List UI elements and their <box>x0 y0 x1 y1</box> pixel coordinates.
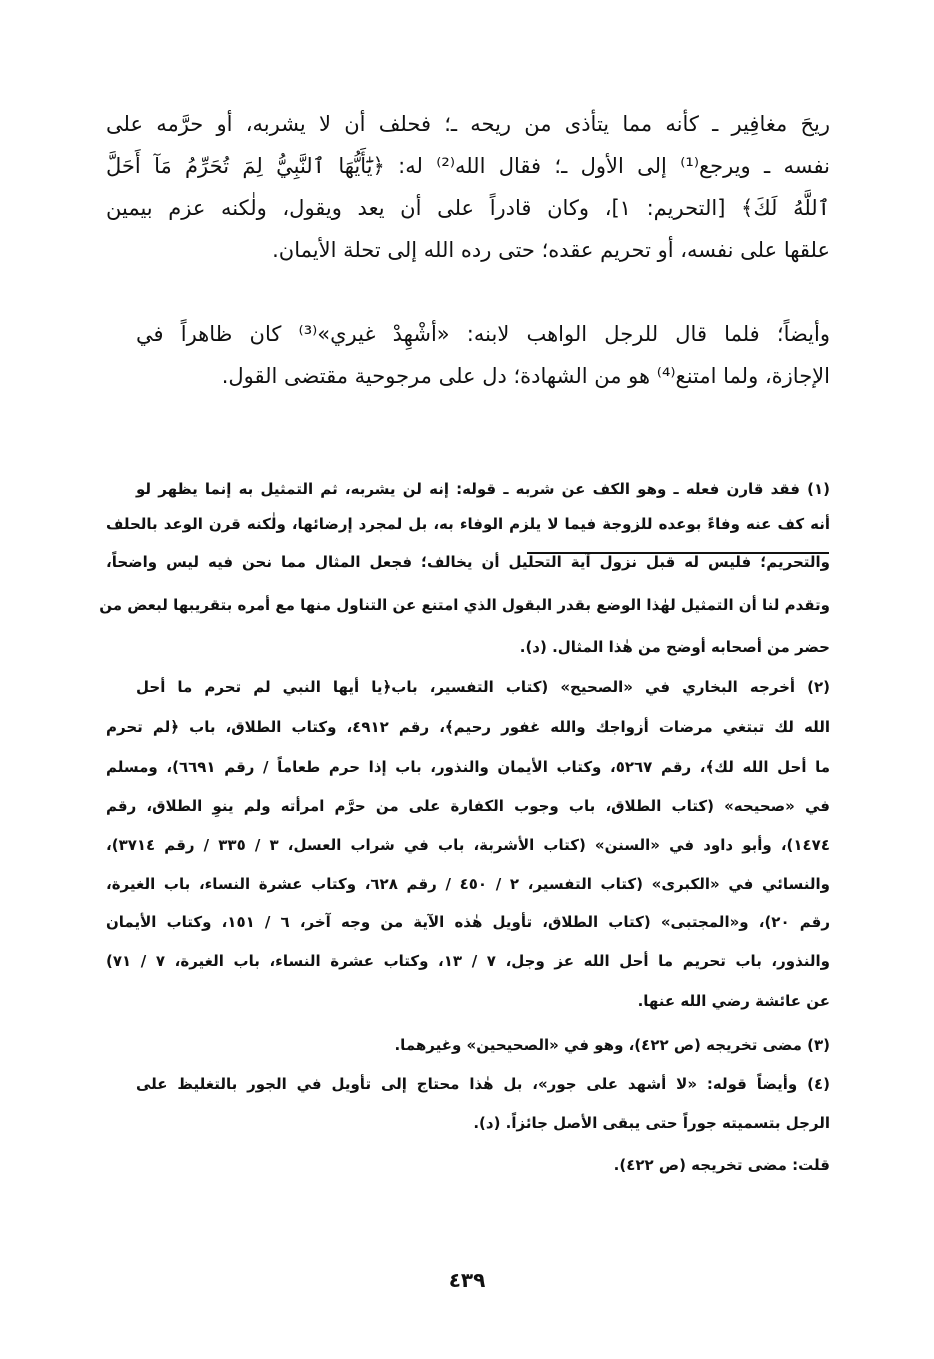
page-number: ٤٣٩ <box>448 1268 486 1292</box>
main-line: علقها على نفسه، أو تحريم عقده؛ حتى رده الله إلى تحلة الأيمان. <box>272 238 830 262</box>
footnote-line: الرجل بتسميته جوراً حتى يبقى الأصل جائزاً. (د). <box>473 1114 830 1132</box>
footnote-line: (١) فقد قارن فعله ـ وهو الكف عن شربه ـ قوله: إنه لن يشربه، ثم التمثيل به إنما يظهر لو <box>136 480 830 498</box>
footnote-line: ١٤٧٤)، وأبو داود في «السنن» (كتاب الأشربة، باب في شراب العسل، ٣ / ٣٣٥ / رقم ٣٧١٤)، <box>106 836 830 854</box>
footnote-line: وتقدم لنا أن التمثيل لهٰذا الوضع بقدر البقول الذي امتنع عن التناول منها مع أمره بتقريبها لبعض من <box>99 596 830 614</box>
footnote-line: (٣) مضى تخريجه (ص ٤٢٢)، وهو في «الصحيحين» وغيرهما. <box>394 1036 830 1054</box>
footnote-line: والتحريم؛ فليس له قبل نزول آية التحليل أن يخالف؛ فجعل المثال مما نحن فيه ليس واضحاً، <box>106 553 830 571</box>
main-line: الإجازة، ولما امتنع⁽⁴⁾ هو من الشهادة؛ دل على مرجوحية مقتضى القول. <box>221 364 830 388</box>
footnote-line: في «صحيحه» (كتاب الطلاق، باب وجوب الكفارة على من حرَّم امرأته ولم ينوِ الطلاق، رقم <box>106 797 830 815</box>
main-line: ٱللَّهُ لَكَ﴾ [التحريم: ١]، وكان قادراً على أن يعد ويقول، ولٰكنه عزم بيمين <box>106 196 830 220</box>
footnote-line: ما أحل الله لك﴾، رقم ٥٢٦٧، وكتاب الأيمان والنذور، باب إذا حرم طعاماً / رقم ٦٦٩١)، ومسلم <box>106 758 831 776</box>
footnote-line: (٢) أخرجه البخاري في «الصحيح» (كتاب التفسير، باب﴿يا أيها النبي لم تحرم ما أحل <box>136 678 830 696</box>
footnote-line: الله لك تبتغي مرضات أزواجك والله غفور رحيم﴾، رقم ٤٩١٢، وكتاب الطلاق، باب ﴿لم تحرم <box>106 718 831 736</box>
footnote-line: عن عائشة رضي الله عنها. <box>637 992 830 1010</box>
footnote-line: رقم ٢٠)، و«المجتبى» (كتاب الطلاق، تأويل هٰذه الآية من وجه آخر، ٦ / ١٥١، وكتاب الأيمان <box>106 913 830 931</box>
footnote-line: والنسائي في «الكبرى» (كتاب التفسير، ٢ / ٤٥٠ / رقم ٦٢٨، وكتاب عشرة النساء، باب الغيرة، <box>106 875 830 893</box>
footnote-line: حضر من أصحابه أوضح من هٰذا المثال. (د). <box>519 638 830 656</box>
footnote-line: (٤) وأيضاً قوله: «لا أشهد على جور»، بل هٰذا محتاج إلى تأويل في الجور بالتغليظ على <box>136 1075 830 1093</box>
footnote-line: أنه كف عنه وفاءً بوعده للزوجة فيما لا يلزم الوفاء به، بل لمجرد إرضائها، ولٰكنه قرن الوعد بالحلف <box>106 515 830 533</box>
main-line: ريحَ مغافِير ـ كأنه مما يتأذى من ريحه ـ؛ فحلف أن لا يشربه، أو حرَّمه على <box>106 112 830 136</box>
footnote-line: قلت: مضى تخريجه (ص ٤٢٢). <box>613 1156 830 1174</box>
main-line: نفسه ـ ويرجع⁽¹⁾ إلى الأول ـ؛ فقال الله⁽²⁾ له: ﴿يَٰٓأَيُّهَا ٱلنَّبِيُّ لِمَ تُحَرِّمُ مَآ أَحَلَّ <box>106 154 831 178</box>
main-line: وأيضاً؛ فلما قال للرجل الواهب لابنه: «أشْهِدْ غيري»⁽³⁾ كان ظاهراً في <box>136 322 830 346</box>
footnote-line: والنذور، باب تحريم ما أحل الله عز وجل، ٧ / ١٣، وكتاب عشرة النساء، باب الغيرة، ٧ / ٧١) <box>106 952 830 970</box>
